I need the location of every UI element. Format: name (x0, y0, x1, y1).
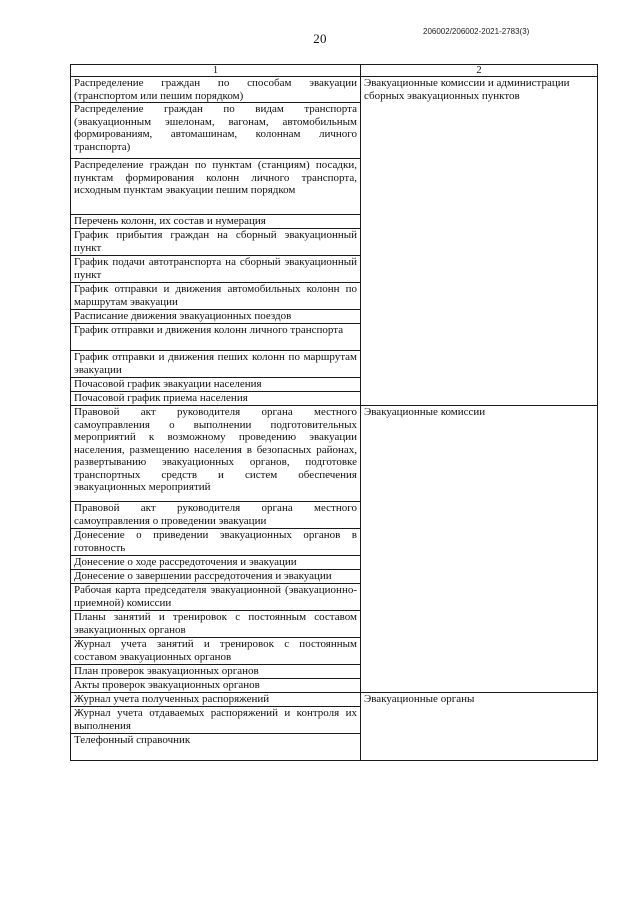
responsible-cell: Эвакуационные органы (361, 693, 598, 761)
document-name-cell: График подачи автотранспорта на сборный эвакуационный пункт (71, 256, 361, 283)
document-code: 206002/206002-2021-2783(3) (423, 27, 530, 36)
document-name-cell: Журнал учета полученных распоряжений (71, 693, 361, 707)
document-name-cell: Правовой акт руководителя органа местного самоуправления о проведении эвакуации (71, 502, 361, 529)
document-name-cell: Донесение о завершении рассредоточения и эвакуации (71, 570, 361, 584)
column-header-2: 2 (361, 65, 598, 77)
document-name-cell: Журнал учета занятий и тренировок с постоянным составом эвакуационных органов (71, 638, 361, 665)
document-name-cell: Правовой акт руководителя органа местного самоуправления о выполнении подготовительных мероприятий к возможному проведению эвакуации населения, размещению населения в безопасных районах, развертыванию эвакуационных органов, подготовке транспортных средств и систем обеспечения эвакуационных мероприятий (71, 406, 361, 502)
document-name-cell: Распределение граждан по способам эвакуации (транспортом или пешим порядком) (71, 77, 361, 103)
document-name-cell: Телефонный справочник (71, 734, 361, 761)
document-name-cell: Донесение о ходе рассредоточения и эвакуации (71, 556, 361, 570)
document-name-cell: График отправки и движения колонн личного транспорта (71, 324, 361, 351)
document-name-cell: Журнал учета отдаваемых распоряжений и контроля их выполнения (71, 707, 361, 734)
document-name-cell: Расписание движения эвакуационных поездов (71, 310, 361, 324)
document-name-cell: Акты проверок эвакуационных органов (71, 679, 361, 693)
document-table (70, 64, 598, 761)
responsible-cell: Эвакуационные комиссии и администрации сборных эвакуационных пунктов (361, 77, 598, 406)
responsible-cell: Эвакуационные комиссии (361, 406, 598, 693)
document-name-cell: Распределение граждан по пунктам (станциям) посадки, пунктам формирования колонн личного транспорта, исходным пунктам эвакуации пешим порядком (71, 159, 361, 215)
document-name-cell: График прибытия граждан на сборный эвакуационный пункт (71, 229, 361, 256)
document-name-cell: Перечень колонн, их состав и нумерация (71, 215, 361, 229)
document-name-cell: Распределение граждан по видам транспорта (эвакуационным эшелонам, вагонам, автомобильным формированиям, автомашинам, колоннам личного транспорта) (71, 103, 361, 159)
table-row (71, 77, 598, 103)
document-name-cell: Планы занятий и тренировок с постоянным составом эвакуационных органов (71, 611, 361, 638)
column-header-1: 1 (71, 65, 361, 77)
document-name-cell: Донесение о приведении эвакуационных органов в готовность (71, 529, 361, 556)
table-row (71, 693, 598, 707)
page-number: 20 (313, 31, 327, 46)
table-row (71, 406, 598, 502)
document-name-cell: Почасовой график приема населения (71, 392, 361, 406)
table-header-row (71, 65, 598, 77)
document-name-cell: График отправки и движения пеших колонн по маршрутам эвакуации (71, 351, 361, 378)
document-name-cell: Рабочая карта председателя эвакуационной (эвакуационно-приемной) комиссии (71, 584, 361, 611)
document-name-cell: План проверок эвакуационных органов (71, 665, 361, 679)
document-name-cell: Почасовой график эвакуации населения (71, 378, 361, 392)
document-name-cell: График отправки и движения автомобильных колонн по маршрутам эвакуации (71, 283, 361, 310)
